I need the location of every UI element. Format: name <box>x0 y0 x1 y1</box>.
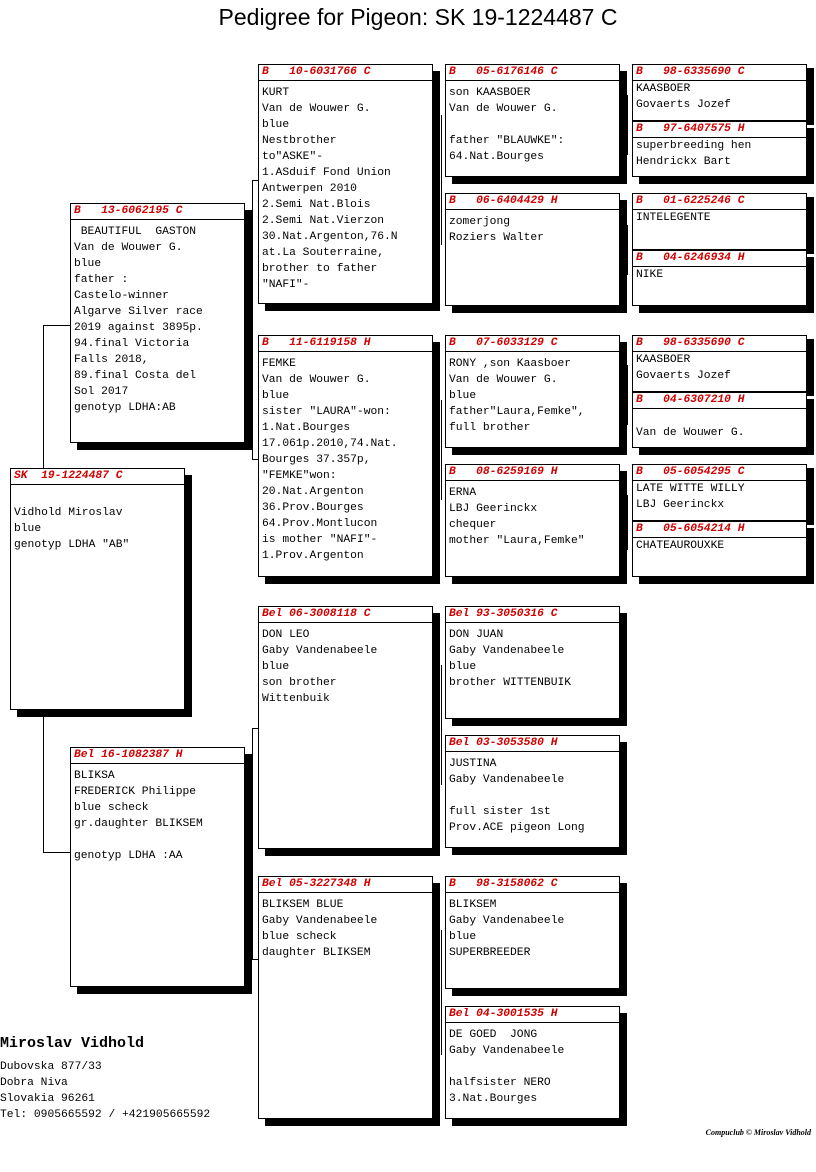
pigeon-details: DE GOED JONG Gaby Vandenabeele halfsister NERO 3.Nat.Bourges <box>449 1029 565 1105</box>
pigeon-details: BLIKSEM BLUE Gaby Vandenabeele blue scheck daughter BLIKSEM <box>262 899 378 959</box>
pigeon-details: RONY ,son Kaasboer Van de Wouwer G. blue father"Laura,Femke", full brother <box>449 358 585 434</box>
ring-number: B 97-6407575 H <box>633 122 806 138</box>
connector-line <box>441 400 442 500</box>
owner-name: Miroslav Vidhold <box>0 1035 145 1052</box>
connector-line <box>627 495 628 550</box>
pigeon-card-fmf <box>445 335 620 448</box>
pigeon-card-fff <box>445 64 620 177</box>
ring-number: B 98-3158062 C <box>446 877 619 893</box>
pigeon-details: LATE WITTE WILLY LBJ Geerinckx <box>636 483 745 511</box>
pigeon-card-mf <box>258 606 433 849</box>
pigeon-details: superbreeding hen Hendrickx Bart <box>636 140 752 168</box>
pigeon-card-g5 <box>632 464 807 521</box>
pigeon-card-fm <box>258 335 433 577</box>
software-credit: Compuclub © Miroslav Vidhold <box>705 1128 811 1137</box>
pigeon-card-mfm <box>445 735 620 848</box>
connector-line <box>627 95 628 155</box>
pigeon-card-g5 <box>632 64 807 121</box>
ring-number: Bel 03-3053580 H <box>446 736 619 752</box>
owner-phone: Tel: 0905665592 / +421905665592 <box>0 1109 211 1121</box>
ring-number: Bel 06-3008118 C <box>259 607 432 623</box>
pigeon-card-mm <box>258 876 433 1119</box>
connector-line <box>43 852 70 853</box>
connector-line <box>627 225 628 275</box>
pigeon-details: CHATEAUROUXKE <box>636 540 725 552</box>
pigeon-details: KURT Van de Wouwer G. blue Nestbrother to"ASKE"- 1.ASduif Fond Union Antwerpen 2010 2.Semi Nat.Blois 2.Semi Nat.Vierzon 30.Nat.Argenton,76.N at.La Souterraine, brother to father "NAFI"- <box>262 87 398 291</box>
pigeon-card-mff <box>445 606 620 719</box>
ring-number: B 04-6246934 H <box>633 251 806 267</box>
pigeon-details: FEMKE Van de Wouwer G. blue sister "LAURA"-won: 1.Nat.Bourges 17.061p.2010,74.Nat. Bourges 37.357p, "FEMKE"won: 20.Nat.Argenton 36.Prov.Bourges 64.Prov.Montlucon is mother "NAFI"- 1.Prov.Argenton <box>262 358 398 562</box>
pigeon-card-ff <box>258 64 433 304</box>
pigeon-card-g5 <box>632 193 807 250</box>
pigeon-details: DON JUAN Gaby Vandenabeele blue brother WITTENBUIK <box>449 629 572 689</box>
pigeon-details: BLIKSA FREDERICK Philippe blue scheck gr.daughter BLIKSEM genotyp LDHA :AA <box>74 770 203 862</box>
pigeon-card-g5 <box>632 121 807 177</box>
ring-number: Bel 05-3227348 H <box>259 877 432 893</box>
page-title: Pedigree for Pigeon: SK 19-1224487 C <box>218 4 618 30</box>
pigeon-card-g5 <box>632 521 807 577</box>
connector-line <box>252 728 253 960</box>
pigeon-details: KAASBOER Govaerts Jozef <box>636 83 731 111</box>
pigeon-card-g5 <box>632 335 807 392</box>
pigeon-details: Van de Wouwer G. <box>636 427 745 439</box>
pigeon-card-ffm <box>445 193 620 306</box>
pigeon-card-mmm <box>445 1006 620 1119</box>
pigeon-card-fmm <box>445 464 620 577</box>
ring-number: B 06-6404429 H <box>446 194 619 210</box>
pigeon-details: NIKE <box>636 269 664 281</box>
ring-number: B 98-6335690 C <box>633 336 806 352</box>
ring-number: B 07-6033129 C <box>446 336 619 352</box>
connector-line <box>441 665 442 785</box>
ring-number: Bel 16-1082387 H <box>71 748 244 764</box>
connector-line <box>441 115 442 245</box>
ring-number: B 05-6176146 C <box>446 65 619 81</box>
pigeon-card-father <box>70 203 245 443</box>
ring-number: B 08-6259169 H <box>446 465 619 481</box>
pigeon-card-mmf <box>445 876 620 989</box>
pigeon-card-g5 <box>632 392 807 448</box>
connector-line <box>43 325 44 468</box>
ring-number: B 01-6225246 C <box>633 194 806 210</box>
pigeon-card-mother <box>70 747 245 987</box>
pigeon-details: INTELEGENTE <box>636 212 711 224</box>
pigeon-details: DON LEO Gaby Vandenabeele blue son brother Wittenbuik <box>262 629 378 705</box>
ring-number: SK 19-1224487 C <box>11 469 184 485</box>
pigeon-card-g5 <box>632 250 807 306</box>
owner-address-line: Dubovska 877/33 <box>0 1061 102 1073</box>
pigeon-details: Vidhold Miroslav blue genotyp LDHA "AB" <box>14 507 130 551</box>
pigeon-details: zomerjong Roziers Walter <box>449 216 544 244</box>
ring-number: B 05-6054295 C <box>633 465 806 481</box>
connector-line <box>43 710 44 853</box>
ring-number: Bel 04-3001535 H <box>446 1007 619 1023</box>
connector-line <box>43 325 70 326</box>
connector-line <box>441 930 442 1055</box>
ring-number: B 11-6119158 H <box>259 336 432 352</box>
pigeon-details: son KAASBOER Van de Wouwer G. father "BLAUWKE": 64.Nat.Bourges <box>449 87 565 163</box>
ring-number: B 98-6335690 C <box>633 65 806 81</box>
pigeon-details: JUSTINA Gaby Vandenabeele full sister 1st Prov.ACE pigeon Long <box>449 758 585 834</box>
ring-number: Bel 93-3050316 C <box>446 607 619 623</box>
pigeon-details: KAASBOER Govaerts Jozef <box>636 354 731 382</box>
connector-line <box>627 365 628 425</box>
owner-address-line: Dobra Niva <box>0 1077 68 1089</box>
pigeon-details: BEAUTIFUL GASTON Van de Wouwer G. blue father : Castelo-winner Algarve Silver race 2019 against 3895p. 94.final Victoria Falls 2018, 89.final Costa del Sol 2017 genotyp LDHA:AB <box>74 226 203 414</box>
ring-number: B 05-6054214 H <box>633 522 806 538</box>
pigeon-card-subject <box>10 468 185 710</box>
connector-line <box>252 180 253 460</box>
pigeon-details: BLIKSEM Gaby Vandenabeele blue SUPERBREEDER <box>449 899 565 959</box>
pigeon-details: ERNA LBJ Geerinckx chequer mother "Laura,Femke" <box>449 487 585 547</box>
ring-number: B 04-6307210 H <box>633 393 806 409</box>
ring-number: B 13-6062195 C <box>71 204 244 220</box>
ring-number: B 10-6031766 C <box>259 65 432 81</box>
owner-address-line: Slovakia 96261 <box>0 1093 95 1105</box>
